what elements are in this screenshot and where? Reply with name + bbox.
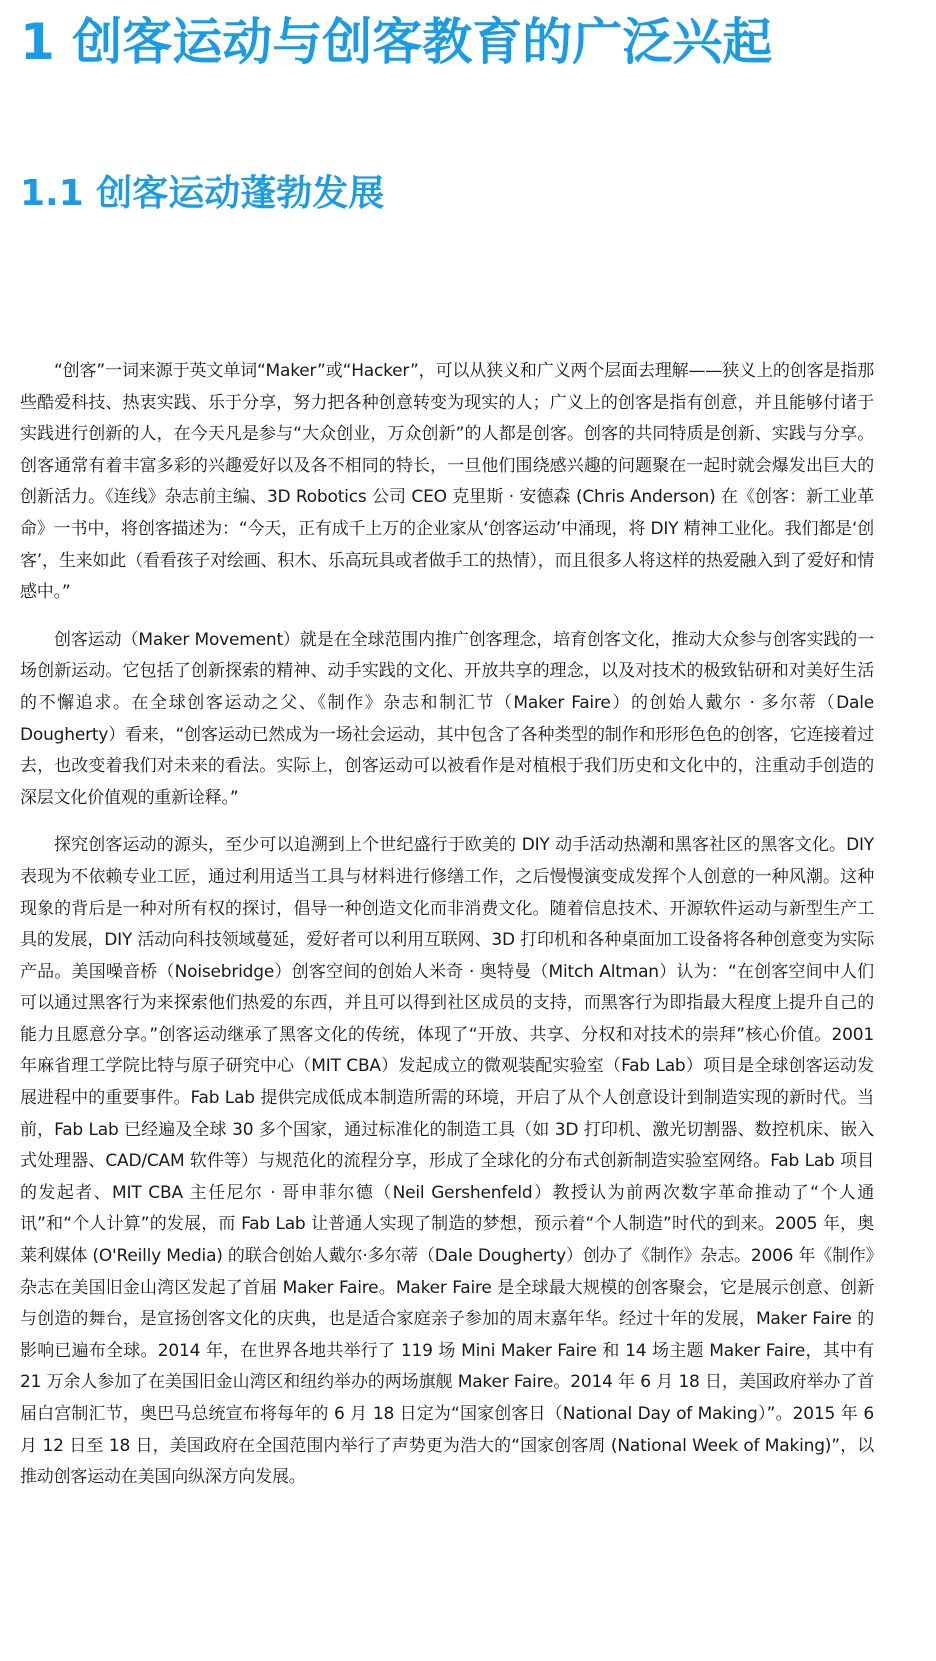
paragraph-maker-movement: 创客运动（Maker Movement）就是在全球范围内推广创客理念，培育创客文化，推动大众参与创客实践的一场创新运动。它包括了创新探索的精神、动手实践的文化、开放共享的理念，以及对技术的极致钻研和对美好生活的不懈追求。在全球创客运动之父、《制作》杂志和制汇节（Maker Faire）的创始人戴尔 · 多尔蒂（Dale Dougherty）看来，“创客运动已然成为一场社会运动，其中包含了各种类型的制作和形形色色的创客，它连接着过去，也改变着我们对未来的看法。实际上，创客运动可以被看作是对植根于我们历史和文化中的，注重动手创造的深层文化价值观的重新诠释。” xyxy=(20,629,874,808)
body-text xyxy=(20,356,874,1510)
paragraph-maker-definition: “创客”一词来源于英文单词“Maker”或“Hacker”，可以从狭义和广义两个层面去理解——狭义上的创客是指那些酷爱科技、热衷实践、乐于分享，努力把各种创意转变为现实的人；广义上的创客是指有创意，并且能够付诸于实践进行创新的人，在今天凡是参与“大众创业，万众创新”的人都是创客。创客的共同特质是创新、实践与分享。创客通常有着丰富多彩的兴趣爱好以及各不相同的特长，一旦他们围绕感兴趣的问题聚在一起时就会爆发出巨大的创新活力。《连线》杂志前主编、3D Robotics 公司 CEO 克里斯 · 安德森 (Chris Anderson) 在《创客：新工业革命》一书中，将创客描述为：“今天，正有成千上万的企业家从‘创客运动’中涌现，将 DIY 精神工业化。我们都是‘创客’，生来如此（看看孩子对绘画、积木、乐高玩具或者做手工的热情），而且很多人将这样的热爱融入到了爱好和情感中。” xyxy=(20,361,874,603)
chapter-title: 1 创客运动与创客教育的广泛兴起 xyxy=(20,13,773,71)
paragraph-maker-origins: 探究创客运动的源头，至少可以追溯到上个世纪盛行于欧美的 DIY 动手活动热潮和黑客社区的黑客文化。DIY 表现为不依赖专业工匠，通过利用适当工具与材料进行修缮工作，之后慢慢演变成发挥个人创意的一种风潮。这种现象的背后是一种对所有权的探讨，倡导一种创造文化而非消费文化。随着信息技术、开源软件运动与新型生产工具的发展，DIY 活动向科技领域蔓延，爱好者可以利用互联网、3D 打印机和各种桌面加工设备将各种创意变为实际产品。美国噪音桥（Noisebridge）创客空间的创始人米奇 · 奥特曼（Mitch Altman）认为：“在创客空间中人们可以通过黑客行为来探索他们热爱的东西，并且可以得到社区成员的支持，而黑客行为即指最大程度上提升自己的能力且愿意分享。”创客运动继承了黑客文化的传统，体现了“开放、共享、分权和对技术的崇拜”核心价值。2001 年麻省理工学院比特与原子研究中心（MIT CBA）发起成立的微观装配实验室（Fab Lab）项目是全球创客运动发展进程中的重要事件。Fab Lab 提供完成低成本制造所需的环境，开启了从个人创意设计到制造实现的新时代。当前，Fab Lab 已经遍及全球 30 多个国家，通过标准化的制造工具（如 3D 打印机、激光切割器、数控机床、嵌入式处理器、CAD/CAM 软件等）与规范化的流程分享，形成了全球化的分布式创新制造实验室网络。Fab Lab 项目的发起者、MIT CBA 主任尼尔 · 哥申菲尔德（Neil Gershenfeld）教授认为前两次数字革命推动了“个人通讯”和“个人计算”的发展，而 Fab Lab 让普通人实现了制造的梦想，预示着“个人制造”时代的到来。2005 年，奥莱利媒体 (O'Reilly Media) 的联合创始人戴尔·多尔蒂（Dale Dougherty）创办了《制作》杂志。2006 年《制作》杂志在美国旧金山湾区发起了首届 Maker Faire。Maker Faire 是全球最大规模的创客聚会，它是展示创意、创新与创造的舞台，是宣扬创客文化的庆典，也是适合家庭亲子参加的周末嘉年华。经过十年的发展，Maker Faire 的影响已遍布全球。2014 年，在世界各地共举行了 119 场 Mini Maker Faire 和 14 场主题 Maker Faire，其中有 21 万余人参加了在美国旧金山湾区和纽约举办的两场旗舰 Maker Faire。2014 年 6 月 18 日，美国政府举办了首届白宫制汇节，奥巴马总统宣布将每年的 6 月 18 日定为“国家创客日（National Day of Making）”。2015 年 6 月 12 日至 18 日，美国政府在全国范围内举行了声势更为浩大的“国家创客周 (National Week of Making)”，以推动创客运动在美国向纵深方向发展。 xyxy=(20,835,874,1488)
section-title: 1.1 创客运动蓬勃发展 xyxy=(20,173,385,214)
